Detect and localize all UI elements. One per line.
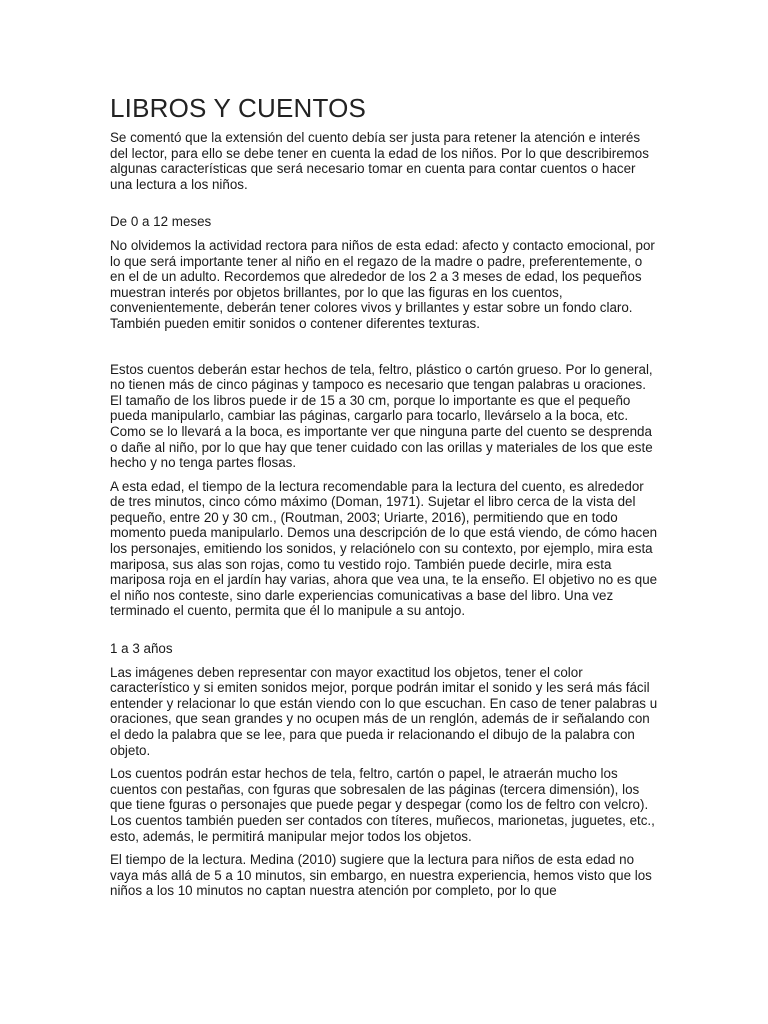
paragraph: Las imágenes deben representar con mayor exactitud los objetos, tener el color característico y si emiten sonidos mejor, porque podrán imitar el sonido y les será más fácil entender y relacionar lo que están viendo con lo que escuchan. En caso de tener palabras u oraciones, que sean grandes y no ocupen más de un renglón, además de ir señalando con el dedo la palabra que se lee, para que pueda ir relacionando el dibujo de la palabra con objeto. — [110, 664, 658, 758]
section-heading-0-12-months: De 0 a 12 meses — [110, 214, 212, 230]
section-heading-1-3-years: 1 a 3 años — [110, 641, 173, 657]
intro-paragraph: Se comentó que la extensión del cuento debía ser justa para retener la atención e interés del lector, para ello se debe tener en cuenta la edad de los niños. Por lo que describiremos algunas características que será necesario tomar en cuenta para contar cuentos o hacer una lectura a los niños. — [110, 130, 649, 192]
document-title: LIBROS Y CUENTOS — [110, 93, 367, 123]
paragraph: No olvidemos la actividad rectora para niños de esta edad: afecto y contacto emocional, por lo que será importante tener al niño en el regazo de la madre o padre, preferentemente, o en el de un adulto. Recordemos que alrededor de los 2 a 3 meses de edad, los pequeños muestran interés por objetos brillantes, por lo que las figuras en los cuentos, convenientemente, deberán tener colores vivos y brillantes y estar sobre un fondo claro. También pueden emitir sonidos o contener diferentes texturas. — [110, 237, 655, 331]
document-page — [110, 92, 658, 899]
paragraph: El tiempo de la lectura. Medina (2010) sugiere que la lectura para niños de esta edad no vaya más allá de 5 a 10 minutos, sin embargo, en nuestra experiencia, hemos visto que los niños a los 10 minutos no captan nuestra atención por completo, por lo que — [110, 852, 652, 899]
paragraph: Estos cuentos deberán estar hechos de tela, feltro, plástico o cartón grueso. Por lo general, no tienen más de cinco páginas y tampoco es necesario que tengan palabras u oraciones. El tamaño de los libros puede ir de 15 a 30 cm, porque lo importante es que el pequeño pueda manipularlo, cambiar las páginas, cargarlo para tocarlo, llevárselo a la boca, etc. Como se lo llevará a la boca, es importante ver que ninguna parte del cuento se desprenda o dañe al niño, por lo que hay que tener cuidado con las orillas y materiales de los que este hecho y no tenga partes flosas. — [110, 361, 653, 471]
paragraph: Los cuentos podrán estar hechos de tela, feltro, cartón o papel, le atraerán mucho los cuentos con pestañas, con fguras que sobresalen de las páginas (tercera dimensión), los que tiene fguras o personajes que puede pegar y despegar (como los de feltro con velcro). Los cuentos también pueden ser contados con títeres, muñecos, marionetas, juguetes, etc., esto, además, le permitirá manipular mejor todos los objetos. — [110, 766, 655, 844]
paragraph: A esta edad, el tiempo de la lectura recomendable para la lectura del cuento, es alrededor de tres minutos, cinco cómo máximo (Doman, 1971). Sujetar el libro cerca de la vista del pequeño, entre 20 y 30 cm., (Routman, 2003; Uriarte, 2016), permitiendo que en todo momento pueda manipularlo. Demos una descripción de lo que está viendo, de cómo hacen los personajes, emitiendo los sonidos, y relaciónelo con su contexto, por ejemplo, mira esta mariposa, sus alas son rojas, como tu vestido rojo. También puede decirle, mira esta mariposa roja en el jardín hay varias, ahora que vea una, te la enseño. El objetivo no es que el niño nos conteste, sino darle experiencias comunicativas a base del libro. Una vez terminado el cuento, permita que él lo manipule a su antojo. — [110, 478, 658, 619]
